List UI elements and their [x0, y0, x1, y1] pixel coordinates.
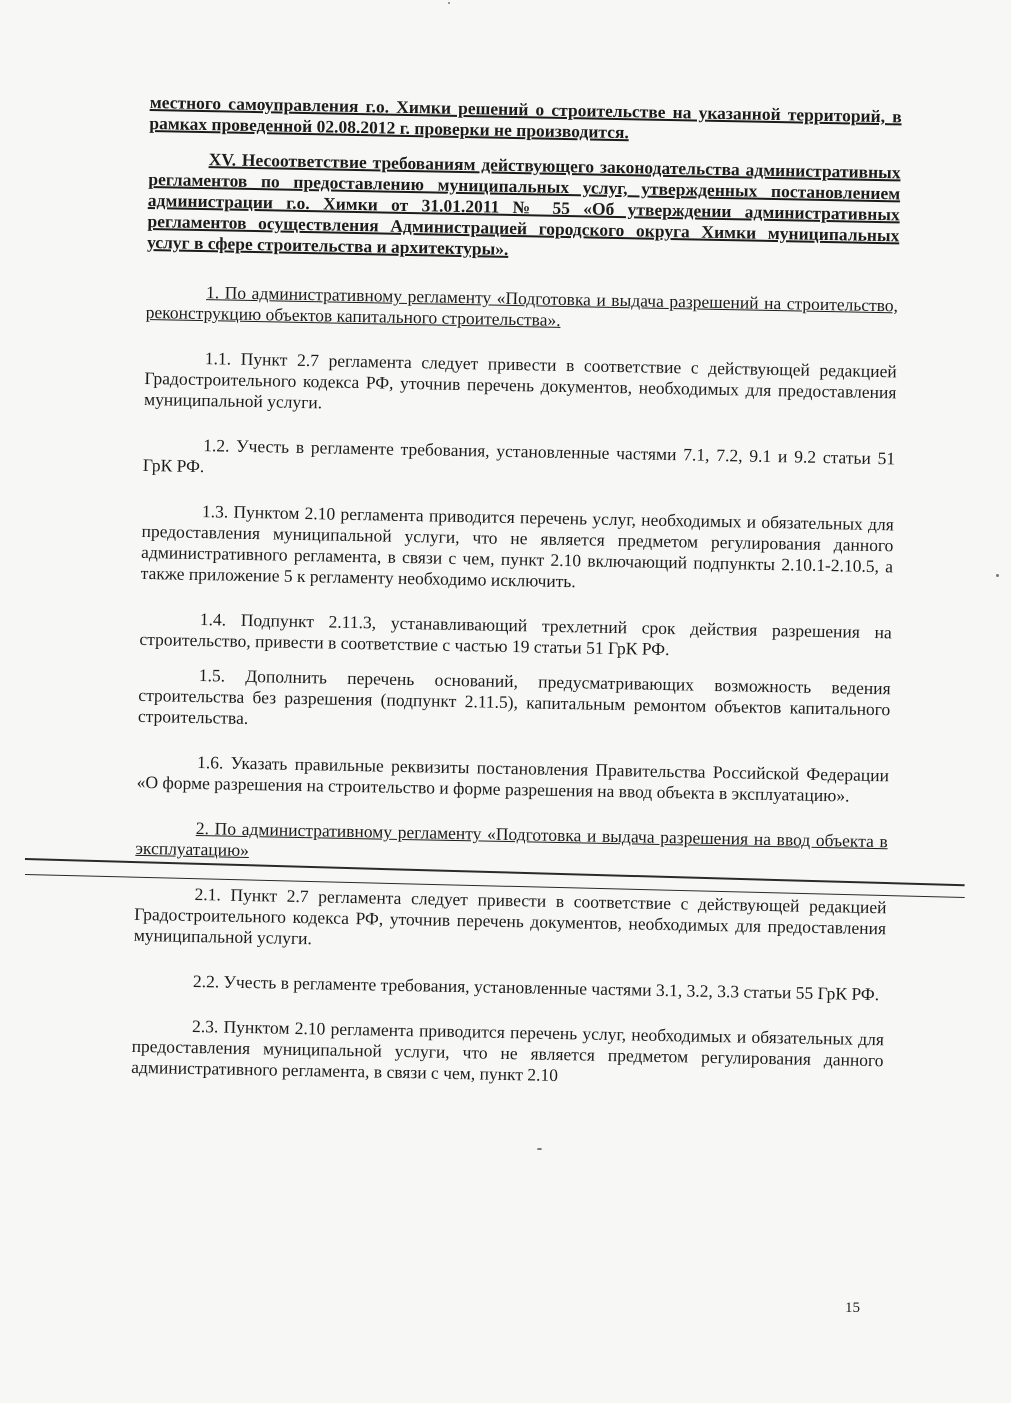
page-number: 15	[845, 1300, 860, 1316]
scan-speck	[996, 574, 999, 577]
item-1-6: 1.6. Указать правильные реквизиты постановления Правительства Российской Федерации «О форме разрешения на строительство и форме разрешения на ввод объекта в эксплуатацию».	[136, 752, 890, 806]
scan-speck	[448, 2, 450, 4]
scan-speck	[537, 1148, 542, 1150]
item-2-1: 2.1. Пункт 2.7 регламента следует привести в соответствие с действующей редакцией Градостроительного кодекса РФ, уточнив перечень документов, необходимых для предоставления муниципальной услуги.	[133, 884, 887, 949]
subsection-2-heading: 2. По административному регламенту «Подготовка и выдача разрешения на ввод объекта в эксплуатацию»	[135, 818, 888, 861]
item-1-2: 1.2. Учесть в регламенте требования, установленные частями 7.1, 7.2, 9.1 и 9.2 статьи 51 ГрК РФ.	[142, 435, 896, 477]
item-1-1: 1.1. Пункт 2.7 регламента следует привести в соответствие с действующей редакцией Градостроительного кодекса РФ, уточнив перечень документов, необходимых для предоставления муниципальной услуги.	[143, 348, 897, 413]
item-1-3: 1.3. Пунктом 2.10 регламента приводится перечень услуг, необходимых и обязательных для предоставления муниципальной услуги, что не является предметом регулирования данного административного регламента, в связи с чем, пункт 2.10 включающий подпункты 2.10.1-2.10.5, а также приложение 5 к регламенту необходимо исключить.	[140, 501, 895, 592]
document-body	[131, 92, 902, 1092]
continuation-text: местного самоуправления г.о. Химки решений о строительстве на указанной территорий, в рамках проведенной 02.08.2012 г. проверки не производится.	[149, 92, 902, 143]
section-heading: XV. Несоответствие требованиям действующего законодательства административных регламентов по предоставлению муниципальных услуг, утвержденных постановлением администрации г.о. Химки от 31.01.2011 № 55 «Об утверждении административных регламентов осуществления Администрацией городского округа Химки муниципальных услуг в сфере строительства и архитектуры».	[146, 149, 901, 259]
item-1-5: 1.5. Дополнить перечень оснований, предусматривающих возможность ведения строительства без разрешения (подпункт 2.11.5), капитальным ремонтом объектов капитального строительства.	[137, 665, 891, 728]
item-1-4: 1.4. Подпункт 2.11.3, устанавливающий трехлетний срок действия разрешения на строительство, привести в соответствие с частью 19 статьи 51 ГрК РФ.	[139, 609, 892, 660]
item-2-3: 2.3. Пунктом 2.10 регламента приводится перечень услуг, необходимых и обязательных для предоставления муниципальной услуги, что не является предметом регулирования данного административного регламента, в связи с чем, пункт 2.10	[131, 1015, 885, 1086]
subsection-1-heading: 1. По административному регламенту «Подготовка и выдача разрешений на строительство, реконструкцию объектов капитального строительства».	[145, 282, 899, 330]
item-2-2: 2.2. Учесть в регламенте требования, установленные частями 3.1, 3.2, 3.3 статьи 55 ГрК РФ.	[192, 970, 880, 1005]
